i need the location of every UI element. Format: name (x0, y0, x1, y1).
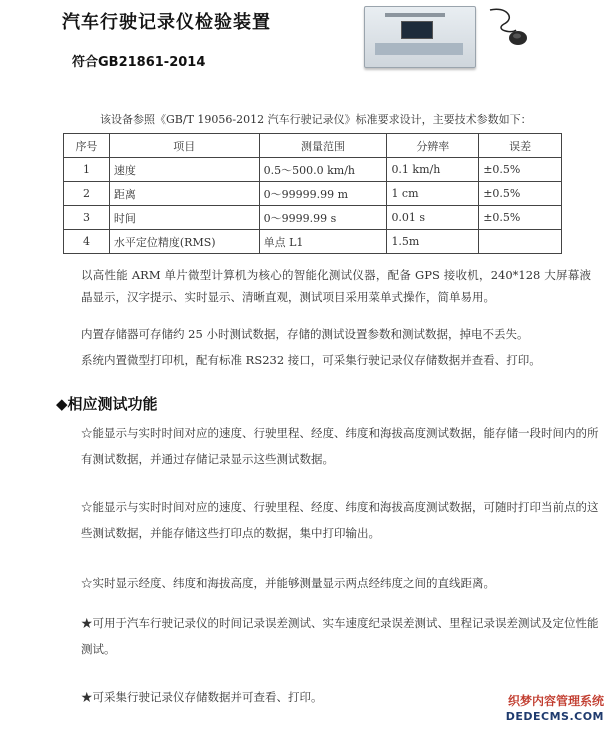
feature-item: ☆能显示与实时时间对应的速度、行驶里程、经度、纬度和海拔高度测试数据，可随时打印当前点的这些测试数据，并能存储这些打印点的数据，集中打印输出。 (81, 500, 599, 540)
standard-label: 符合GB21861-2014 (72, 55, 206, 70)
table-cell: 0.5～500.0 km/h (259, 158, 387, 182)
table-cell: 水平定位精度(RMS) (109, 230, 259, 254)
table-cell: 3 (64, 206, 110, 230)
feature-item: ★可采集行驶记录仪存储数据并可查看、打印。 (81, 690, 323, 704)
table-cell: 速度 (109, 158, 259, 182)
section-title: ◆相应测试功能 (56, 395, 158, 413)
table-header-row (64, 134, 562, 158)
table-row (64, 230, 562, 254)
table-cell: 1 cm (387, 182, 479, 206)
table-cell: ±0.5% (479, 158, 562, 182)
feature-item: ☆实时显示经度、纬度和海拔高度，并能够测量显示两点经纬度之间的直线距离。 (81, 576, 495, 590)
table-row (64, 182, 562, 206)
table-cell: 1 (64, 158, 110, 182)
table-cell: 1.5m (387, 230, 479, 254)
device-slot (385, 13, 445, 17)
table-cell: 时间 (109, 206, 259, 230)
table-row (64, 158, 562, 182)
table-cell: 4 (64, 230, 110, 254)
table-row (64, 206, 562, 230)
table-header: 测量范围 (259, 134, 387, 158)
table-cell: 0.01 s (387, 206, 479, 230)
feature-item: ☆能显示与实时时间对应的速度、行驶里程、经度、纬度和海拔高度测试数据，能存储一段时间内的所有测试数据，并通过存储记录显示这些测试数据。 (81, 426, 599, 466)
table-header: 序号 (64, 134, 110, 158)
table-header: 项目 (109, 134, 259, 158)
watermark-logo (506, 693, 604, 725)
parameter-table (63, 133, 562, 254)
table-cell: 单点 L1 (259, 230, 387, 254)
table-cell: 距离 (109, 182, 259, 206)
watermark-line: 织梦内容管理系统 (507, 694, 604, 708)
intro-text: 该设备参照《GB/T 19056-2012 汽车行驶记录仪》标准要求设计，主要技术参数如下： (100, 113, 532, 126)
gps-antenna-icon (486, 4, 530, 48)
table-cell: 2 (64, 182, 110, 206)
table-header: 分辨率 (387, 134, 479, 158)
device-panel (375, 43, 463, 55)
description-paragraph: 以高性能 ARM 单片微型计算机为核心的智能化测试仪器，配备 GPS 接收机，240*128 大屏幕液晶显示，汉字提示、实时显示、清晰直观，测试项目采用菜单式操作，简单易用。 (81, 268, 591, 304)
table-cell: ±0.5% (479, 182, 562, 206)
description-paragraph: 内置存储器可存储约 25 小时测试数据，存储的测试设置参数和测试数据，掉电不丢失。 (81, 327, 529, 341)
table-cell: 0.1 km/h (387, 158, 479, 182)
table-header: 误差 (479, 134, 562, 158)
device-photo (364, 6, 476, 68)
table-cell (479, 230, 562, 254)
feature-item: ★可用于汽车行驶记录仪的时间记录误差测试、实车速度纪录误差测试、里程记录误差测试及定位性能测试。 (81, 616, 599, 656)
table-cell: 0～9999.99 s (259, 206, 387, 230)
description-paragraph: 系统内置微型打印机，配有标准 RS232 接口，可采集行驶记录仪存储数据并查看、打印。 (81, 353, 541, 367)
page-title: 汽车行驶记录仪检验装置 (62, 12, 271, 33)
table-cell: ±0.5% (479, 206, 562, 230)
table-cell: 0～99999.99 m (259, 182, 387, 206)
device-screen (401, 21, 433, 39)
watermark-line: DEDECMS.COM (505, 710, 604, 723)
